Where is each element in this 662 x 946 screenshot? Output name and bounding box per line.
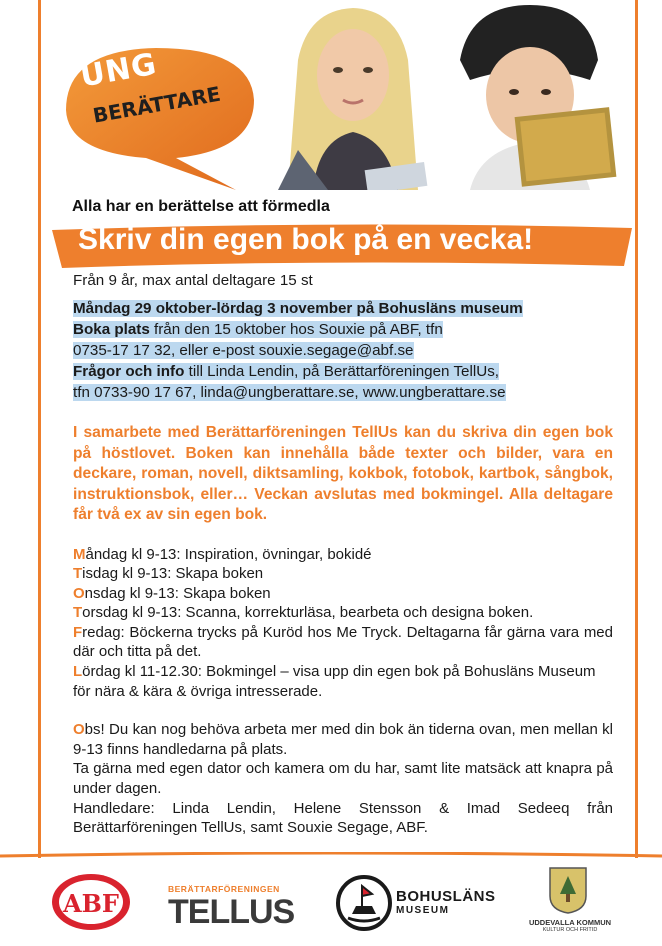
- leaders-note: Handledare: Linda Lendin, Helene Stensson & Imad Sedeeq från Berättarföreningen TellUs, samt Souxie Segage, ABF.: [73, 799, 613, 837]
- page-title: Skriv din egen bok på en vecka!: [78, 223, 534, 256]
- schedule-item: [73, 564, 613, 584]
- booking-text: från den 15 oktober hos Souxie på ABF, tfn: [149, 321, 443, 338]
- schedule-initial: T: [73, 565, 83, 583]
- schedule-text: åndag kl 9-13: Inspiration, övningar, bokidé: [85, 545, 372, 563]
- bubble-berattare: BERÄTTARE: [91, 81, 223, 128]
- uddevalla-text: [522, 918, 618, 933]
- bohuslans-museum-emblem: [336, 874, 392, 932]
- date-line: Måndag 29 oktober-lördag 3 november på Bohusläns museum: [73, 300, 523, 317]
- bring-note: Ta gärna med egen dator och kamera om du har, samt lite matsäck att knapra på under dagen.: [73, 760, 613, 798]
- booking-label: Boka plats: [73, 321, 150, 338]
- bohuslans-museum-text: [396, 888, 496, 916]
- obs-initial: O: [73, 721, 85, 739]
- bohuslans-word: BOHUSLÄNS: [396, 888, 496, 905]
- schedule-initial: F: [73, 623, 83, 641]
- schedule-initial: T: [73, 604, 83, 622]
- schedule-initial: O: [73, 584, 85, 602]
- obs-text: bs! Du kan nog behöva arbeta mer med din bok än tiderna ovan, men mellan kl 9-13 finns handledarna på plats.: [73, 721, 613, 758]
- logo-bar: [0, 862, 662, 946]
- schedule-item: [73, 603, 613, 623]
- questions-text: till Linda Lendin, på Berättarföreningen TellUs,: [184, 363, 500, 380]
- girl-photo: [258, 0, 436, 190]
- obs-note: [73, 720, 613, 759]
- booking-contact: 0735-17 17 32, eller e-post souxie.segage@abf.se: [73, 342, 414, 359]
- bubble-ung: UNG: [77, 46, 160, 95]
- tellus-big-text: TELLUS: [168, 893, 295, 931]
- schedule-text: nsdag kl 9-13: Skapa boken: [84, 584, 271, 602]
- schedule-initial: M: [73, 545, 86, 563]
- uddevalla-coat-of-arms: [548, 866, 588, 914]
- schedule-item: [73, 623, 613, 662]
- intro-paragraph: I samarbete med Berättarföreningen TellUs kan du skriva din egen bok på höstlovet. Boken kan innehålla både texter och bilder, vara en deckare, roman, novell, diktsamling, kokbok, fotobok, kartbok, sångbok, instruktionsbok, eller… Veckan avslutas med bokmingel. Alla deltagare får två ex av sin egen bok.: [73, 424, 613, 523]
- bottom-rule: [0, 852, 662, 858]
- tagline: Alla har en berättelse att förmedla: [72, 198, 330, 215]
- boy-photo: [430, 0, 630, 190]
- tellus-logo: [168, 884, 295, 944]
- schedule-text: orsdag kl 9-13: Scanna, korrekturläsa, bearbeta och designa boken.: [82, 604, 534, 622]
- notes-section: [73, 720, 613, 838]
- schedule-text: ördag kl 11-12.30: Bokmingel – visa upp din egen bok på Bohusläns Museum för nära & kära & övriga intresserade.: [73, 663, 596, 700]
- museum-word: MUSEUM: [396, 905, 450, 916]
- abf-logo: [50, 872, 132, 932]
- schedule-initial: L: [73, 663, 83, 681]
- tellus-small-text: BERÄTTARFÖRENINGEN: [168, 884, 280, 894]
- age-line: Från 9 år, max antal deltagare 15 st: [73, 272, 313, 289]
- schedule-text: redag: Böckerna trycks på Kuröd hos Me Tryck. Deltagarna får gärna vara med där och titta på det.: [73, 623, 613, 661]
- schedule-item: [73, 584, 613, 604]
- questions-contact: tfn 0733-90 17 67, linda@ungberattare.se, www.ungberattare.se: [73, 384, 506, 401]
- main-content: [73, 268, 613, 838]
- uddevalla-kommun: UDDEVALLA KOMMUN: [528, 918, 612, 927]
- schedule-text: isdag kl 9-13: Skapa boken: [82, 565, 264, 583]
- schedule-list: [73, 545, 613, 702]
- schedule-item: [73, 662, 613, 701]
- schedule-item: [73, 545, 613, 565]
- kultur-och-fritid: KULTUR OCH FRITID: [542, 927, 598, 933]
- questions-label: Frågor och info: [73, 363, 185, 380]
- abf-logo-text: ABF: [63, 889, 119, 918]
